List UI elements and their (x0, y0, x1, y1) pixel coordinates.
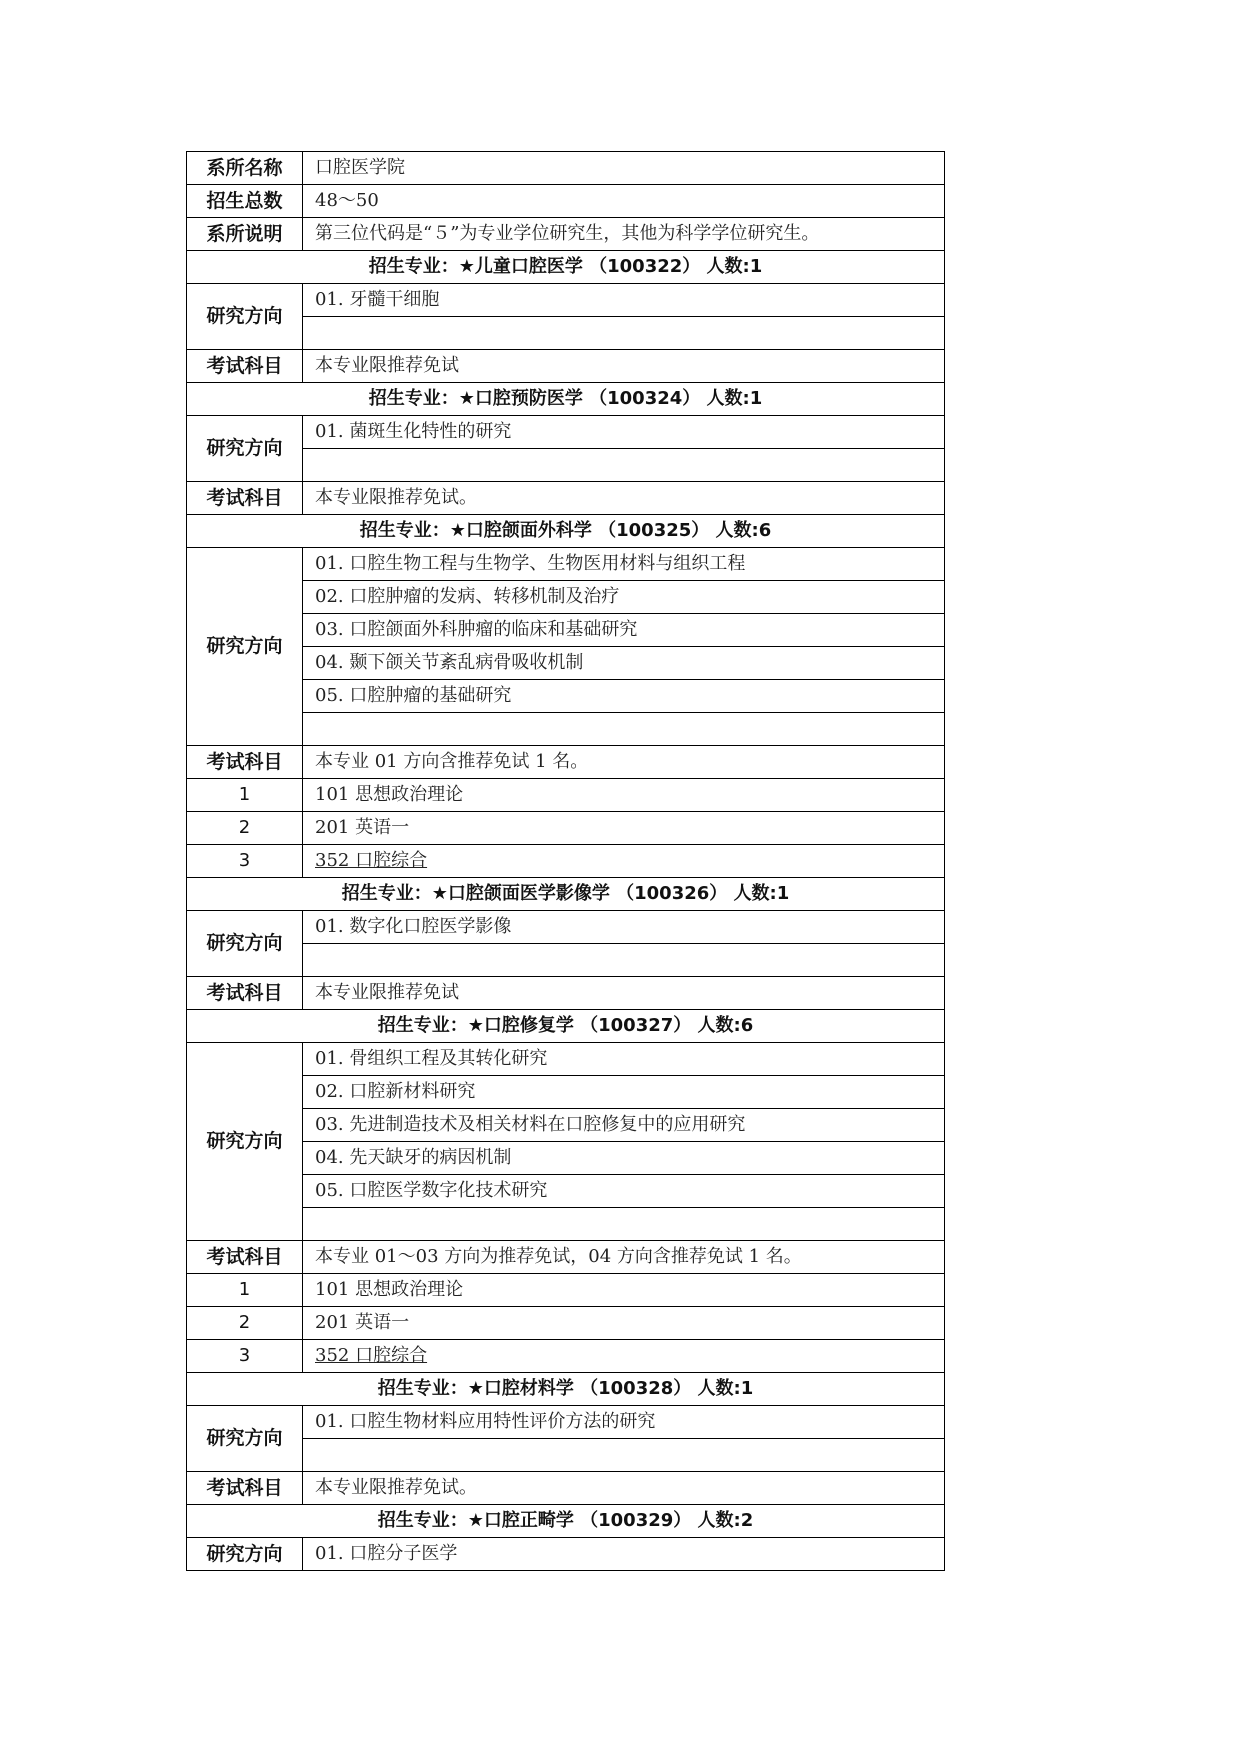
major-title-row (187, 1373, 945, 1406)
major-title-row (187, 251, 945, 284)
total-enrollment-row (187, 185, 945, 218)
admission-table (186, 151, 945, 1571)
research-direction-item (303, 713, 945, 746)
exam-subject-note: 本专业限推荐免试 (303, 977, 945, 1010)
exam-subject-row (187, 350, 945, 383)
exam-subject-name (303, 845, 945, 878)
exam-subject-item-row (187, 812, 945, 845)
research-direction-item: 05. 口腔医学数字化技术研究 (303, 1175, 945, 1208)
total-enrollment-value: 48～50 (303, 185, 945, 218)
research-direction-label: 研究方向 (187, 1043, 303, 1241)
major-title-row (187, 515, 945, 548)
exam-subject-item-row (187, 845, 945, 878)
exam-subject-number: 2 (187, 1307, 303, 1340)
research-direction-row (187, 284, 945, 317)
admission-table-body (187, 152, 945, 1571)
exam-subject-name (303, 1340, 945, 1373)
research-direction-item: 03. 口腔颌面外科肿瘤的临床和基础研究 (303, 614, 945, 647)
research-direction-item (303, 1208, 945, 1241)
research-direction-item: 02. 口腔新材料研究 (303, 1076, 945, 1109)
research-direction-item: 04. 颞下颌关节紊乱病骨吸收机制 (303, 647, 945, 680)
research-direction-label: 研究方向 (187, 548, 303, 746)
research-direction-item: 03. 先进制造技术及相关材料在口腔修复中的应用研究 (303, 1109, 945, 1142)
exam-subject-name-text: 201 英语一 (315, 817, 410, 838)
research-direction-item (303, 1439, 945, 1472)
research-direction-item (303, 317, 945, 350)
exam-subject-number: 2 (187, 812, 303, 845)
exam-subject-note: 本专业限推荐免试。 (303, 482, 945, 515)
research-direction-item: 01. 数字化口腔医学影像 (303, 911, 945, 944)
research-direction-label: 研究方向 (187, 1406, 303, 1472)
exam-subject-note: 本专业 01 方向含推荐免试 1 名。 (303, 746, 945, 779)
research-direction-item: 01. 口腔生物工程与生物学、生物医用材料与组织工程 (303, 548, 945, 581)
exam-subject-note: 本专业限推荐免试 (303, 350, 945, 383)
exam-subject-name-text: 101 思想政治理论 (315, 784, 464, 805)
exam-subject-name (303, 1307, 945, 1340)
research-direction-label: 研究方向 (187, 284, 303, 350)
exam-subject-label: 考试科目 (187, 746, 303, 779)
exam-subject-name-text: 352 口腔综合 (315, 850, 428, 871)
exam-subject-number: 1 (187, 779, 303, 812)
exam-subject-label: 考试科目 (187, 1241, 303, 1274)
research-direction-item: 01. 骨组织工程及其转化研究 (303, 1043, 945, 1076)
exam-subject-label: 考试科目 (187, 482, 303, 515)
research-direction-row (187, 1538, 945, 1571)
research-direction-item: 01. 口腔分子医学 (303, 1538, 945, 1571)
major-title-row (187, 1010, 945, 1043)
major-title: 招生专业：★口腔修复学 （100327） 人数:6 (187, 1010, 945, 1043)
exam-subject-name (303, 812, 945, 845)
research-direction-item: 05. 口腔肿瘤的基础研究 (303, 680, 945, 713)
research-direction-item: 01. 菌斑生化特性的研究 (303, 416, 945, 449)
exam-subject-item-row (187, 1274, 945, 1307)
exam-subject-number: 3 (187, 845, 303, 878)
exam-subject-row (187, 1241, 945, 1274)
department-name-label: 系所名称 (187, 152, 303, 185)
exam-subject-number: 3 (187, 1340, 303, 1373)
department-note-row (187, 218, 945, 251)
major-title-row (187, 1505, 945, 1538)
research-direction-row (187, 911, 945, 944)
department-note-value: 第三位代码是“５”为专业学位研究生，其他为科学学位研究生。 (303, 218, 945, 251)
major-title-row (187, 383, 945, 416)
exam-subject-name-text: 101 思想政治理论 (315, 1279, 464, 1300)
exam-subject-row (187, 977, 945, 1010)
major-title: 招生专业：★口腔正畸学 （100329） 人数:2 (187, 1505, 945, 1538)
exam-subject-label: 考试科目 (187, 1472, 303, 1505)
exam-subject-row (187, 1472, 945, 1505)
exam-subject-row (187, 746, 945, 779)
research-direction-label: 研究方向 (187, 1538, 303, 1571)
exam-subject-item-row (187, 1307, 945, 1340)
exam-subject-note: 本专业限推荐免试。 (303, 1472, 945, 1505)
research-direction-item: 04. 先天缺牙的病因机制 (303, 1142, 945, 1175)
research-direction-item (303, 944, 945, 977)
major-title-row (187, 878, 945, 911)
exam-subject-number: 1 (187, 1274, 303, 1307)
major-title: 招生专业：★儿童口腔医学 （100322） 人数:1 (187, 251, 945, 284)
research-direction-row (187, 1043, 945, 1076)
research-direction-item: 02. 口腔肿瘤的发病、转移机制及治疗 (303, 581, 945, 614)
exam-subject-name (303, 779, 945, 812)
exam-subject-label: 考试科目 (187, 977, 303, 1010)
major-title: 招生专业：★口腔颌面外科学 （100325） 人数:6 (187, 515, 945, 548)
total-enrollment-label: 招生总数 (187, 185, 303, 218)
exam-subject-name-text: 352 口腔综合 (315, 1345, 428, 1366)
exam-subject-item-row (187, 1340, 945, 1373)
department-note-label: 系所说明 (187, 218, 303, 251)
exam-subject-name-text: 201 英语一 (315, 1312, 410, 1333)
research-direction-row (187, 548, 945, 581)
exam-subject-label: 考试科目 (187, 350, 303, 383)
research-direction-item (303, 449, 945, 482)
research-direction-label: 研究方向 (187, 416, 303, 482)
research-direction-label: 研究方向 (187, 911, 303, 977)
department-name-value: 口腔医学院 (303, 152, 945, 185)
research-direction-item: 01. 牙髓干细胞 (303, 284, 945, 317)
research-direction-row (187, 1406, 945, 1439)
research-direction-item: 01. 口腔生物材料应用特性评价方法的研究 (303, 1406, 945, 1439)
exam-subject-note: 本专业 01～03 方向为推荐免试，04 方向含推荐免试 1 名。 (303, 1241, 945, 1274)
department-name-row (187, 152, 945, 185)
exam-subject-item-row (187, 779, 945, 812)
exam-subject-row (187, 482, 945, 515)
major-title: 招生专业：★口腔材料学 （100328） 人数:1 (187, 1373, 945, 1406)
exam-subject-name (303, 1274, 945, 1307)
major-title: 招生专业：★口腔预防医学 （100324） 人数:1 (187, 383, 945, 416)
major-title: 招生专业：★口腔颌面医学影像学 （100326） 人数:1 (187, 878, 945, 911)
research-direction-row (187, 416, 945, 449)
